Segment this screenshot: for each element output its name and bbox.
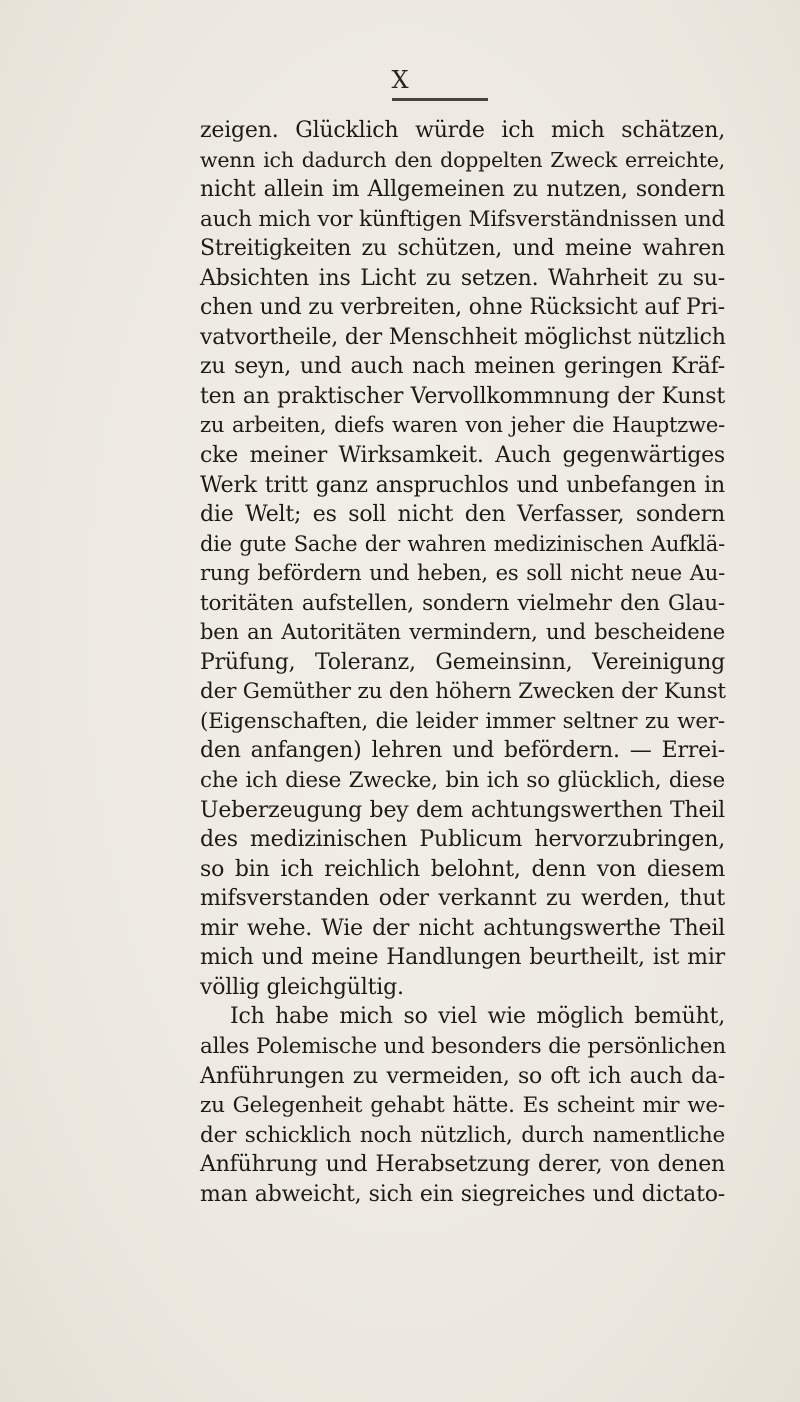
text-line: mir wehe. Wie der nicht achtungswerthe Theil — [200, 915, 725, 941]
text-line: die Welt; es soll nicht den Verfasser, sondern — [200, 502, 725, 528]
text-line: der Gemüther zu den höhern Zwecken der Kunst — [200, 679, 726, 705]
header-rule — [392, 98, 488, 101]
text-line: mich und meine Handlungen beurtheilt, ist mir — [200, 945, 725, 971]
text-line-paragraph-start: Ich habe mich so viel wie möglich bemüht, — [230, 1004, 725, 1030]
text-line: che ich diese Zwecke, bin ich so glücklich, diese — [200, 768, 725, 794]
text-line: zu arbeiten, diefs waren von jeher die Hauptzwe- — [200, 413, 725, 438]
text-line: chen und zu verbreiten, ohne Rücksicht auf Pri- — [200, 295, 725, 321]
body-text — [200, 116, 725, 1209]
text-line: toritäten aufstellen, sondern vielmehr den Glau- — [200, 590, 725, 616]
text-line: Absichten ins Licht zu setzen. Wahrheit zu su- — [200, 265, 725, 291]
text-line: die gute Sache der wahren medizinischen Aufklä- — [200, 531, 725, 556]
text-line: wenn ich dadurch den doppelten Zweck erreichte, — [200, 147, 725, 172]
text-line: nicht allein im Allgemeinen zu nutzen, sondern — [200, 177, 725, 203]
page-number: X — [391, 66, 409, 94]
text-line: ben an Autoritäten vermindern, und bescheidene — [200, 620, 725, 645]
text-line: Werk tritt ganz anspruchlos und unbefangen in — [200, 472, 725, 498]
text-line: alles Polemische und besonders die persönlichen — [200, 1033, 726, 1059]
text-line: des medizinischen Publicum hervorzubringen, — [200, 827, 725, 853]
text-line: den anfangen) lehren und befördern. — Errei- — [200, 738, 725, 764]
text-line: zu seyn, und auch nach meinen geringen Kräf- — [200, 354, 725, 380]
text-line: der schicklich noch nützlich, durch namentliche — [200, 1122, 725, 1148]
text-line: Anführung und Herabsetzung derer, von denen — [200, 1152, 725, 1178]
text-line: cke meiner Wirksamkeit. Auch gegenwärtiges — [200, 443, 725, 469]
text-line: ten an praktischer Vervollkommnung der Kunst — [200, 383, 725, 409]
text-line-paragraph-end: völlig gleichgültig. — [200, 974, 404, 1000]
text-line: so bin ich reichlich belohnt, denn von diesem — [200, 856, 725, 882]
text-line: vatvortheile, der Menschheit möglichst nützlich — [200, 324, 726, 350]
text-line: rung befördern und heben, es soll nicht neue Au- — [200, 561, 725, 586]
text-line: Prüfung, Toleranz, Gemeinsinn, Vereinigung — [200, 649, 725, 675]
text-line: zeigen. Glücklich würde ich mich schätzen, — [200, 118, 725, 143]
text-line: Anführungen zu vermeiden, so oft ich auch da- — [200, 1063, 725, 1089]
text-line: (Eigenschaften, die leider immer seltner zu wer- — [200, 708, 725, 734]
text-line: Streitigkeiten zu schützen, und meine wahren — [200, 236, 725, 262]
text-line: auch mich vor künftigen Mifsverständnissen und — [200, 206, 725, 232]
text-line: zu Gelegenheit gehabt hätte. Es scheint mir we- — [200, 1093, 725, 1119]
text-line: man abweicht, sich ein siegreiches und dictato- — [200, 1181, 725, 1207]
text-line: Ueberzeugung bey dem achtungswerthen Theil — [200, 797, 725, 823]
text-line: mifsverstanden oder verkannt zu werden, thut — [200, 886, 725, 912]
